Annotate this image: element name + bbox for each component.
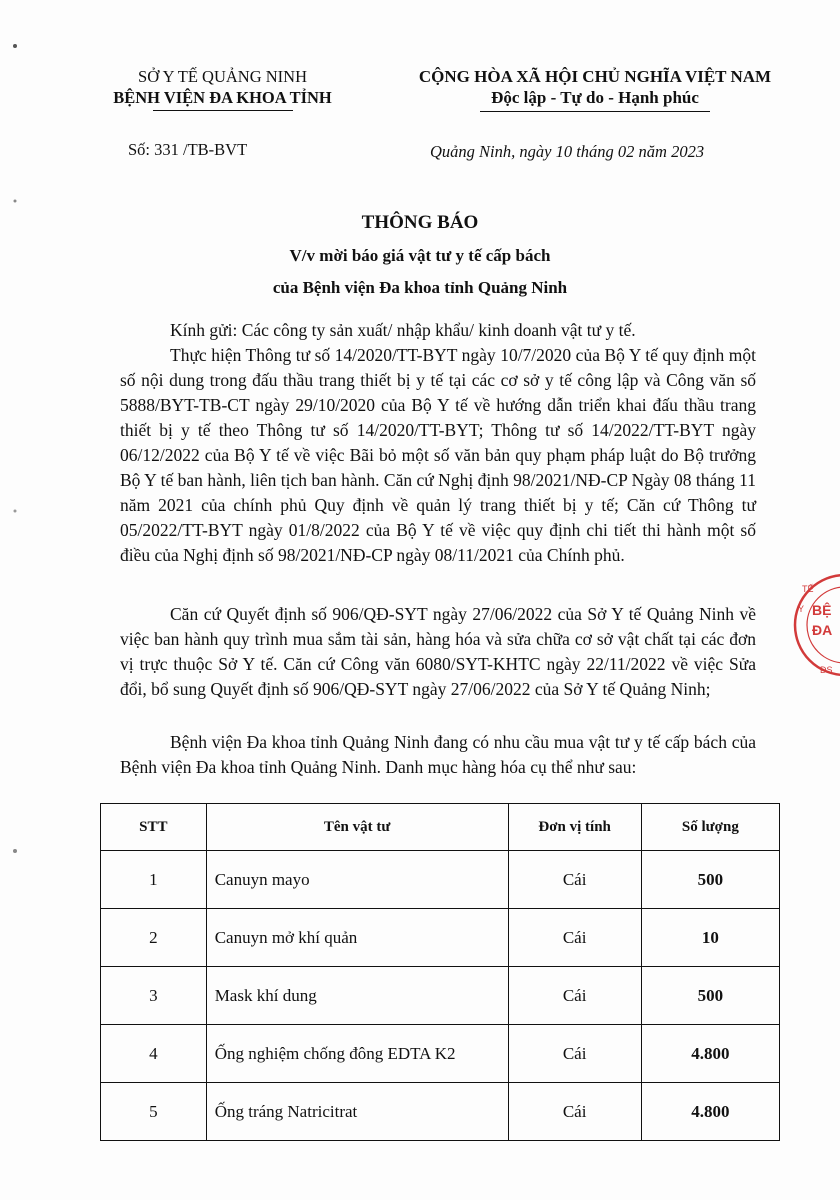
issuer-hospital: BỆNH VIỆN ĐA KHOA TỈNH (113, 88, 332, 107)
document-date: Quảng Ninh, ngày 10 tháng 02 năm 2023 (430, 142, 705, 161)
cell-qty: 4.800 (641, 1025, 779, 1083)
header-qty: Số lượng (641, 804, 779, 851)
national-motto: Độc lập - Tự do - Hạnh phúc (491, 88, 699, 107)
cell-stt: 2 (101, 909, 207, 967)
cell-name: Ống tráng Natricitrat (206, 1083, 508, 1141)
document-title: THÔNG BÁO (361, 212, 479, 233)
recipient-line: Kính gửi: Các công ty sản xuất/ nhập khẩu/ kinh doanh vật tư y tế. (170, 320, 636, 340)
cell-name: Mask khí dung (206, 967, 508, 1025)
seal-text-2: ĐA (812, 622, 833, 638)
seal-text-3: Y (798, 604, 805, 614)
issuer-ministry: SỞ Y TẾ QUẢNG NINH (138, 67, 307, 86)
body-paragraph-1 (120, 343, 756, 568)
table-row (101, 1083, 780, 1141)
cell-unit: Cái (508, 1025, 641, 1083)
items-table (100, 803, 780, 1141)
header-stt: STT (101, 804, 207, 851)
table-row (101, 1025, 780, 1083)
seal-text-4: TẾ (802, 584, 814, 594)
body-paragraph-3 (120, 730, 756, 780)
cell-qty: 500 (641, 967, 779, 1025)
document-subject-line-1: V/v mời báo giá vật tư y tế cấp bách (289, 246, 551, 265)
scan-speck (10, 845, 20, 857)
issuer-underline (153, 110, 293, 111)
paragraph-text: Bệnh viện Đa khoa tỉnh Quảng Ninh đang có nhu cầu mua vật tư y tế cấp bách của Bệnh viện Đa khoa tỉnh Quảng Ninh. Danh mục hàng hóa cụ thể như sau: (120, 732, 756, 777)
table-row (101, 967, 780, 1025)
header-name: Tên vật tư (206, 804, 508, 851)
cell-stt: 5 (101, 1083, 207, 1141)
scan-speck (10, 195, 20, 207)
paragraph-text: Thực hiện Thông tư số 14/2020/TT-BYT ngày 10/7/2020 của Bộ Y tế quy định một số nội dung trong đấu thầu trang thiết bị y tế tại các cơ sở y tế công lập và Công văn số 5888/BYT-TB-CT ngày 29/10/2020 của Bộ Y tế về hướng dẫn triển khai đấu thầu trang thiết bị y tế theo Thông tư số 14/2020/TT-BYT; Thông tư số 14/2022/TT-BYT ngày 06/12/2022 của Bộ Y tế về việc Bãi bỏ một số văn bản quy phạm pháp luật do Bộ trưởng Bộ Y tế ban hành, liên tịch ban hành. Căn cứ Nghị định 98/2021/NĐ-CP Ngày 08 tháng 11 năm 2021 của chính phủ Quy định về quản lý trang thiết bị y tế; Căn cứ Thông tư 05/2022/TT-BYT ngày 01/8/2022 của Bộ Y tế về việc quy định chi tiết thi hành một số điều của Nghị định số 98/2021/NĐ-CP ngày 08/11/2021 của Chính phủ. (120, 345, 756, 565)
red-seal-stamp (790, 570, 840, 680)
cell-unit: Cái (508, 909, 641, 967)
seal-text-1: BỆ (812, 602, 832, 618)
cell-stt: 4 (101, 1025, 207, 1083)
cell-qty: 4.800 (641, 1083, 779, 1141)
national-header (385, 66, 805, 112)
cell-stt: 3 (101, 967, 207, 1025)
cell-unit: Cái (508, 967, 641, 1025)
cell-unit: Cái (508, 1083, 641, 1141)
scan-speck (10, 505, 20, 517)
paragraph-text: Căn cứ Quyết định số 906/QĐ-SYT ngày 27/06/2022 của Sở Y tế Quảng Ninh về việc ban hành quy trình mua sắm tài sản, hàng hóa và sửa chữa cơ sở vật chất tại các đơn vị trực thuộc Sở Y tế. Căn cứ Công văn 6080/SYT-KHTC ngày 22/11/2022 về việc Sửa đổi, bổ sung Quyết định số 906/QĐ-SYT ngày 27/06/2022 của Sở Y tế Quảng Ninh; (120, 604, 756, 699)
document-number: Số: 331 /TB-BVT (128, 140, 248, 159)
seal-text-5: DS (820, 665, 833, 675)
cell-qty: 10 (641, 909, 779, 967)
recipient-block (120, 318, 756, 343)
body-paragraph-2 (120, 602, 756, 702)
cell-unit: Cái (508, 851, 641, 909)
table-header-row (101, 804, 780, 851)
country-name: CỘNG HÒA XÃ HỘI CHỦ NGHĨA VIỆT NAM (418, 67, 772, 86)
table-row (101, 851, 780, 909)
cell-name: Canuyn mayo (206, 851, 508, 909)
issuer-block (95, 66, 350, 111)
cell-qty: 500 (641, 851, 779, 909)
cell-stt: 1 (101, 851, 207, 909)
scan-speck (10, 40, 20, 52)
cell-name: Canuyn mở khí quản (206, 909, 508, 967)
table-row (101, 909, 780, 967)
header-unit: Đơn vị tính (508, 804, 641, 851)
document-subject-line-2: của Bệnh viện Đa khoa tỉnh Quảng Ninh (272, 278, 568, 297)
motto-underline (480, 111, 710, 112)
cell-name: Ống nghiệm chống đông EDTA K2 (206, 1025, 508, 1083)
